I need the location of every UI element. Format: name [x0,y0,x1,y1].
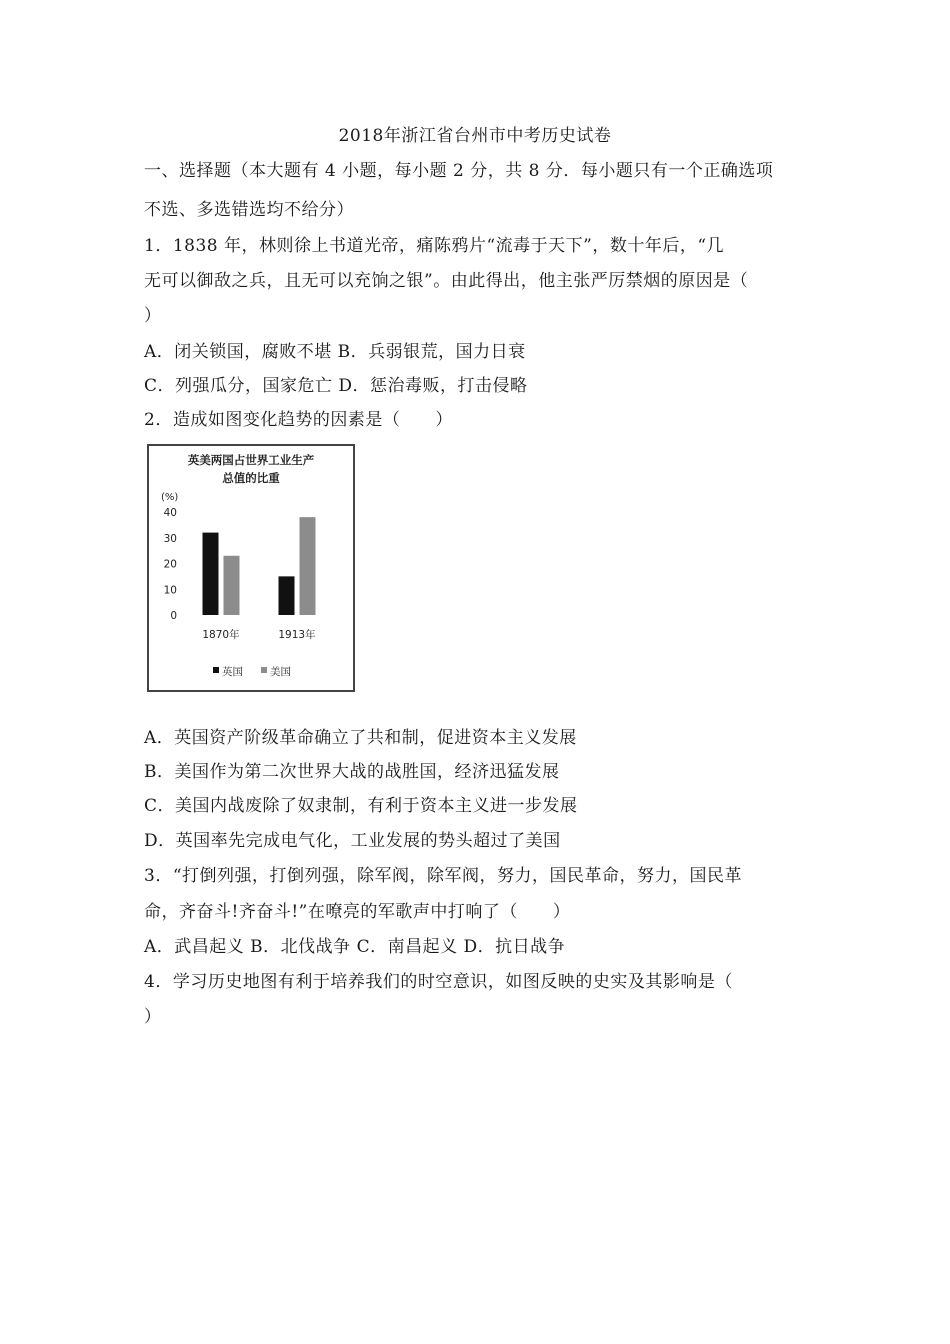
q1-stem-line-3: ） [144,306,162,326]
chart-category-label-1: 1913年 [278,629,316,641]
q2-option-a: A．英国资产阶级革命确立了共和制，促进资本主义发展 [144,728,577,748]
chart-ytick-10: 10 [163,584,177,597]
chart-ytick-0: 0 [170,610,177,622]
section-heading-line-2: 不选、多选错选均不给分） [144,200,354,220]
bar-美国-1913年 [300,517,316,615]
q2-option-c: C．美国内战废除了奴隶制，有利于资本主义进一步发展 [144,796,578,816]
q4-stem-line-1: 4．学习历史地图有利于培养我们的时空意识，如图反映的史实及其影响是（ [144,972,733,992]
q2-option-b: B．美国作为第二次世界大战的战胜国，经济迅猛发展 [144,762,560,782]
legend-label-美国: 美国 [270,666,291,678]
legend-swatch-美国 [261,667,267,673]
q1-stem-line-2: 无可以御敌之兵，且无可以充饷之银”。由此得出，他主张严厉禁烟的原因是（ [144,271,749,291]
legend-swatch-英国 [213,667,219,673]
chart-ytick-30: 30 [163,532,177,545]
bar-美国-1870年 [224,556,240,615]
bar-英国-1870年 [203,533,219,615]
q1-option-line-1: A．闭关锁国，腐败不堪 B．兵弱银荒，国力日衰 [144,342,526,362]
q3-stem-line-1: 3．“打倒列强，打倒列强，除军阀，除军阀，努力，国民革命，努力，国民革 [144,866,743,886]
q1-stem-line-1: 1．1838 年，林则徐上书道光帝，痛陈鸦片“流毒于天下”，数十年后，“几 [144,236,725,256]
chart-category-label-0: 1870年 [202,629,240,641]
q2-stem-line-1: 2．造成如图变化趋势的因素是（ ） [144,410,453,430]
section-heading-line-1: 一、选择题（本大题有 4 小题，每小题 2 分，共 8 分．每小题只有一个正确选项 [144,161,774,181]
legend-label-英国: 英国 [222,666,243,678]
bar-chart-figure [147,444,355,692]
q4-stem-line-2: ） [144,1007,162,1027]
bar-英国-1913年 [279,576,295,615]
chart-ytick-20: 20 [163,558,177,571]
q2-option-d: D．英国率先完成电气化，工业发展的势头超过了美国 [144,831,561,851]
q3-options: A．武昌起义 B．北伐战争 C．南昌起义 D．抗日战争 [144,937,566,957]
chart-title-line-1: 英美两国占世界工业生产 [187,453,315,467]
chart-title-line-2: 总值的比重 [222,471,280,485]
q1-option-line-2: C．列强瓜分，国家危亡 D．惩治毒贩，打击侵略 [144,376,528,396]
chart-ytick-40: 40 [163,507,177,519]
q3-stem-line-2: 命，齐奋斗!齐奋斗!”在嘹亮的军歌声中打响了（ ） [144,902,571,922]
chart-ylabel: (%) [161,492,179,503]
exam-title: 2018年浙江省台州市中考历史试卷 [338,126,612,146]
bar-chart-svg [149,446,353,690]
